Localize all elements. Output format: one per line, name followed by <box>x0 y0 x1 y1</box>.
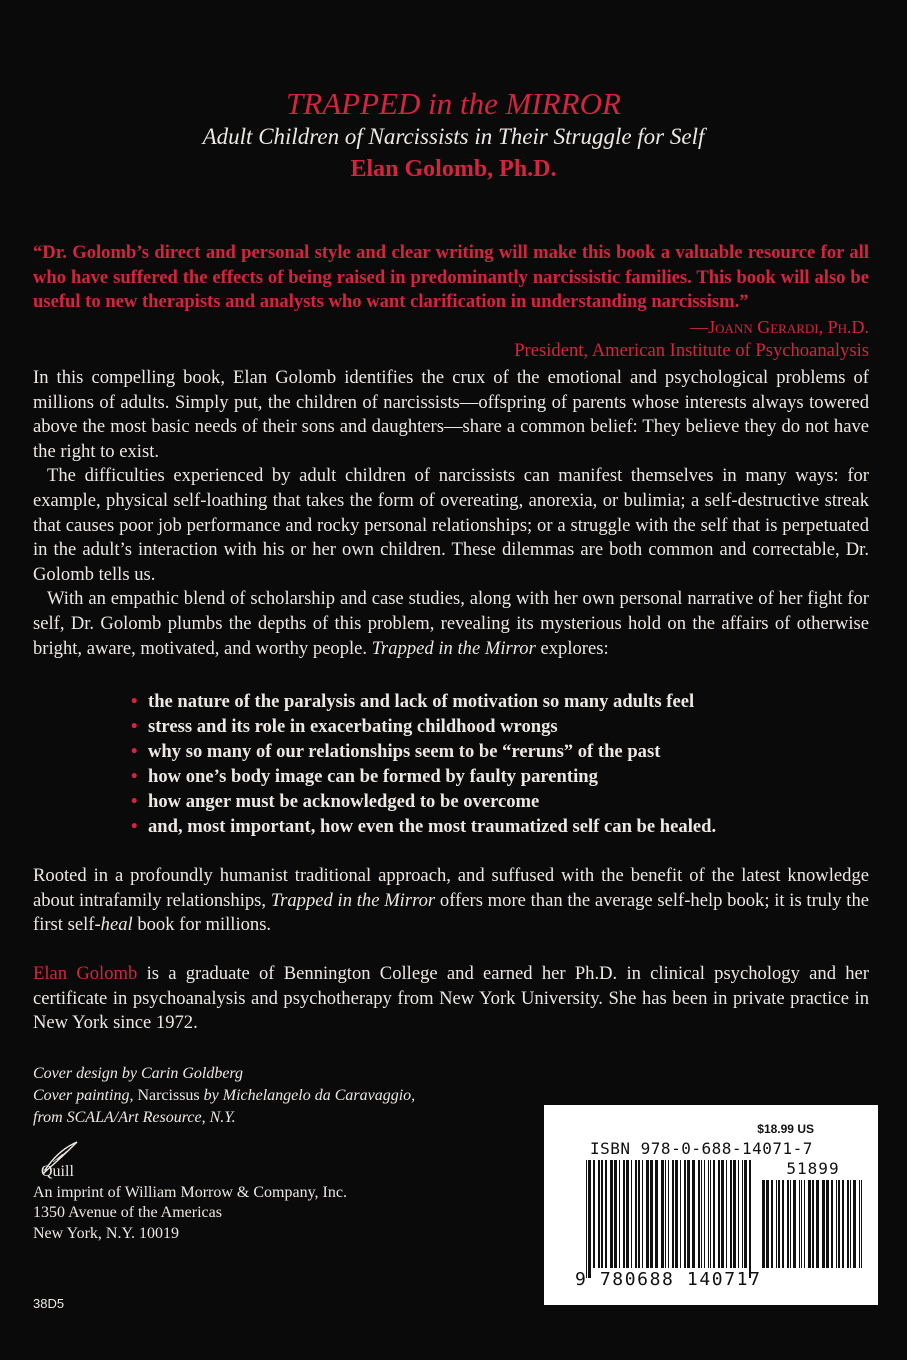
barcode-bar <box>842 1180 844 1268</box>
closing-text-3: book for millions. <box>137 914 272 936</box>
book-subtitle: Adult Children of Narcissists in Their Struggle for Self <box>202 124 705 149</box>
barcode-bar <box>665 1160 666 1268</box>
barcode-bar <box>710 1160 711 1268</box>
barcode-bar <box>610 1160 613 1268</box>
barcode-bar <box>623 1160 625 1268</box>
ean-barcode <box>586 1160 754 1278</box>
barcode-bar <box>588 1160 591 1278</box>
list-item <box>131 689 831 714</box>
author-bio <box>33 962 869 1036</box>
barcode-bar <box>808 1180 811 1268</box>
publisher-info <box>33 1140 433 1244</box>
publisher-line-1: An imprint of William Morrow & Company, Inc. <box>33 1183 347 1201</box>
barcode-bar <box>831 1180 833 1268</box>
barcode-bar <box>799 1180 800 1268</box>
barcode-bar <box>726 1160 727 1268</box>
barcode-bar <box>826 1180 829 1268</box>
painting-name: Narcissus <box>137 1087 200 1104</box>
quote-text: “Dr. Golomb’s direct and personal style and clear writing will make this book a valuable resource for all who have suffered the effects of being raised in predominantly narcissistic families. This book will also be useful to new therapists and analysts who want clarification in understanding narcissism.” <box>33 242 869 312</box>
barcode-bar <box>738 1160 739 1268</box>
barcode-bar <box>850 1180 851 1268</box>
painting-source-credit: from SCALA/Art Resource, N.Y. <box>33 1109 236 1126</box>
list-item-text: how one’s body image can be formed by faulty parenting <box>148 766 598 787</box>
barcode-bar <box>801 1180 802 1268</box>
cover-design-credit: Cover design by Carin Goldberg <box>33 1065 244 1082</box>
description-paragraph-1: In this compelling book, Elan Golomb identifies the crux of the emotional and psychological problems of millions of adults. Simply put, the children of narcissists—offspring of parents whose interests always towered above the most basic needs of their sons and daughters—share a common belief: They believe they do not have the right to exist. <box>33 367 869 462</box>
list-item <box>131 714 831 739</box>
barcode-bar <box>708 1160 709 1268</box>
barcode-bar <box>812 1180 814 1268</box>
publisher-logo-name: Quill <box>41 1163 74 1180</box>
list-item <box>131 814 831 839</box>
barcode-bar <box>742 1160 743 1268</box>
barcode-bar <box>733 1160 736 1268</box>
closing-text-1: Rooted in a profoundly humanist traditional approach, and suffused with the benefit of the latest knowledge about intrafamily relationships, <box>33 865 869 911</box>
barcode-bar <box>646 1160 649 1268</box>
closing-paragraph <box>33 864 869 938</box>
barcode-bar <box>586 1160 587 1278</box>
barcode-bar <box>766 1180 769 1268</box>
barcode-bar <box>778 1180 780 1268</box>
isbn-label: ISBN 978-0-688-14071-7 <box>590 1139 813 1158</box>
barcode-bar <box>822 1180 825 1268</box>
barcode-bar <box>847 1180 849 1268</box>
barcode-bar <box>668 1160 669 1268</box>
bullet-icon: • <box>131 691 138 712</box>
barcode-bar <box>672 1160 674 1268</box>
addon-barcode <box>762 1180 866 1278</box>
painting-prefix: Cover painting, <box>33 1087 134 1104</box>
paragraph-3-text: With an empathic blend of scholarship and case studies, along with her own personal narrative of her fight for self, Dr. Golomb plumbs the depths of this problem, revealing its mysterious hold on the affairs of otherwise bright, aware, motivated, and worthy people. <box>33 588 869 659</box>
barcode-bar <box>816 1180 819 1268</box>
publisher-line-2: 1350 Avenue of the Americas <box>33 1204 222 1221</box>
barcode-bar <box>859 1180 860 1268</box>
closing-heal-word: heal <box>100 914 133 936</box>
bullet-icon: • <box>131 816 138 837</box>
cover-painting-credit <box>33 1085 503 1107</box>
barcode-bar <box>698 1160 700 1268</box>
barcode-bar <box>730 1160 732 1268</box>
barcode-bar <box>661 1160 664 1268</box>
barcode-bar <box>650 1160 653 1268</box>
quote-attribution-title: President, American Institute of Psychoanalysis <box>514 340 869 361</box>
endorsement-quote <box>33 241 869 364</box>
barcode-bar <box>836 1180 837 1268</box>
barcode-bar <box>838 1180 840 1268</box>
price-label: $18.99 US <box>757 1122 814 1136</box>
catalog-code: 38D5 <box>33 1296 65 1311</box>
list-item-text: the nature of the paralysis and lack of motivation so many adults feel <box>148 691 695 712</box>
barcode-bar <box>790 1180 791 1268</box>
list-item <box>131 739 831 764</box>
barcode-bar <box>642 1160 643 1268</box>
barcode-bar <box>655 1160 658 1268</box>
bio-author-name: Elan Golomb <box>33 963 138 984</box>
bullet-icon: • <box>131 766 138 787</box>
barcode-bar <box>853 1180 856 1268</box>
barcode-bar <box>861 1180 862 1268</box>
barcode-bar <box>675 1160 678 1268</box>
list-item <box>131 789 831 814</box>
barcode-bar <box>701 1160 702 1268</box>
barcode-bar <box>605 1160 607 1268</box>
book-author: Elan Golomb, Ph.D. <box>350 156 557 182</box>
description-body <box>33 366 869 661</box>
painting-suffix: by Michelangelo da Caravaggio, <box>203 1087 416 1104</box>
barcode-bar <box>635 1160 637 1268</box>
barcode-bar <box>692 1160 695 1268</box>
barcode-bar <box>721 1160 724 1268</box>
bullet-icon: • <box>131 791 138 812</box>
barcode-bar <box>704 1160 705 1268</box>
barcode-bar <box>684 1160 686 1268</box>
closing-book-title: Trapped in the Mirror <box>270 889 436 911</box>
publisher-line-3: New York, N.Y. 10019 <box>33 1224 179 1242</box>
bullet-icon: • <box>131 741 138 762</box>
paragraph-3-end: explores: <box>540 637 609 659</box>
description-paragraph-2: The difficulties experienced by adult children of narcissists can manifest themselves in many ways: for example, physical self-loathing that takes the form of overeating, anorexia, or bulimia; a self-destructive streak that causes poor job performance and rocky personal relationships; or a struggle with the self that is perpetuated in the adult’s interaction with his or her own children. These dilemmas are both common and correctable, Dr. Golomb tells us. <box>33 465 869 585</box>
list-item-text: how anger must be acknowledged to be overcome <box>148 791 540 812</box>
ean-digits: 9 780688 140717 <box>575 1269 762 1290</box>
barcode-bar <box>598 1160 600 1268</box>
barcode-bar <box>619 1160 620 1268</box>
barcode-bar <box>762 1180 765 1268</box>
addon-digits: 51899 <box>786 1159 840 1178</box>
barcode-bar <box>687 1160 690 1268</box>
barcode-bar <box>631 1160 632 1268</box>
barcode-bar <box>771 1180 773 1268</box>
barcode-bar <box>593 1160 595 1268</box>
barcode-bar <box>614 1160 617 1268</box>
barcode-bar <box>749 1160 751 1278</box>
cover-credits <box>33 1063 503 1129</box>
barcode-bar <box>744 1160 747 1268</box>
list-item-text: stress and its role in exacerbating childhood wrongs <box>148 716 558 737</box>
barcode-bar <box>601 1160 603 1268</box>
barcode-bar <box>787 1180 789 1268</box>
barcode-bar <box>776 1180 777 1268</box>
paragraph-3-book-title: Trapped in the Mirror <box>371 637 536 659</box>
barcode-panel <box>544 1105 878 1305</box>
barcode-bar <box>638 1160 640 1268</box>
barcode-bar <box>804 1180 805 1268</box>
list-item-text: and, most important, how even the most traumatized self can be healed. <box>148 816 717 837</box>
description-paragraph-3 <box>33 587 869 661</box>
explores-list <box>131 689 831 839</box>
bullet-icon: • <box>131 716 138 737</box>
list-item <box>131 764 831 789</box>
book-title: TRAPPED in the MIRROR <box>286 86 621 121</box>
barcode-bar <box>713 1160 715 1268</box>
quote-attribution-name: —Joann Gerardi, Ph.D. <box>690 316 869 337</box>
list-item-text: why so many of our relationships seem to be “reruns” of the past <box>148 741 661 762</box>
barcode-bar <box>782 1180 784 1268</box>
barcode-bar <box>680 1160 681 1268</box>
barcode-bar <box>793 1180 796 1268</box>
closing-text-2: offers more than the average self-help book; it is truly the first self- <box>33 889 870 936</box>
bio-text: is a graduate of Bennington College and earned her Ph.D. in clinical psychology and her certificate in psychoanalysis and psychotherapy from New York University. She has been in private practice in New York since 1972. <box>33 963 870 1034</box>
barcode-bar <box>626 1160 629 1268</box>
barcode-bar <box>718 1160 720 1268</box>
